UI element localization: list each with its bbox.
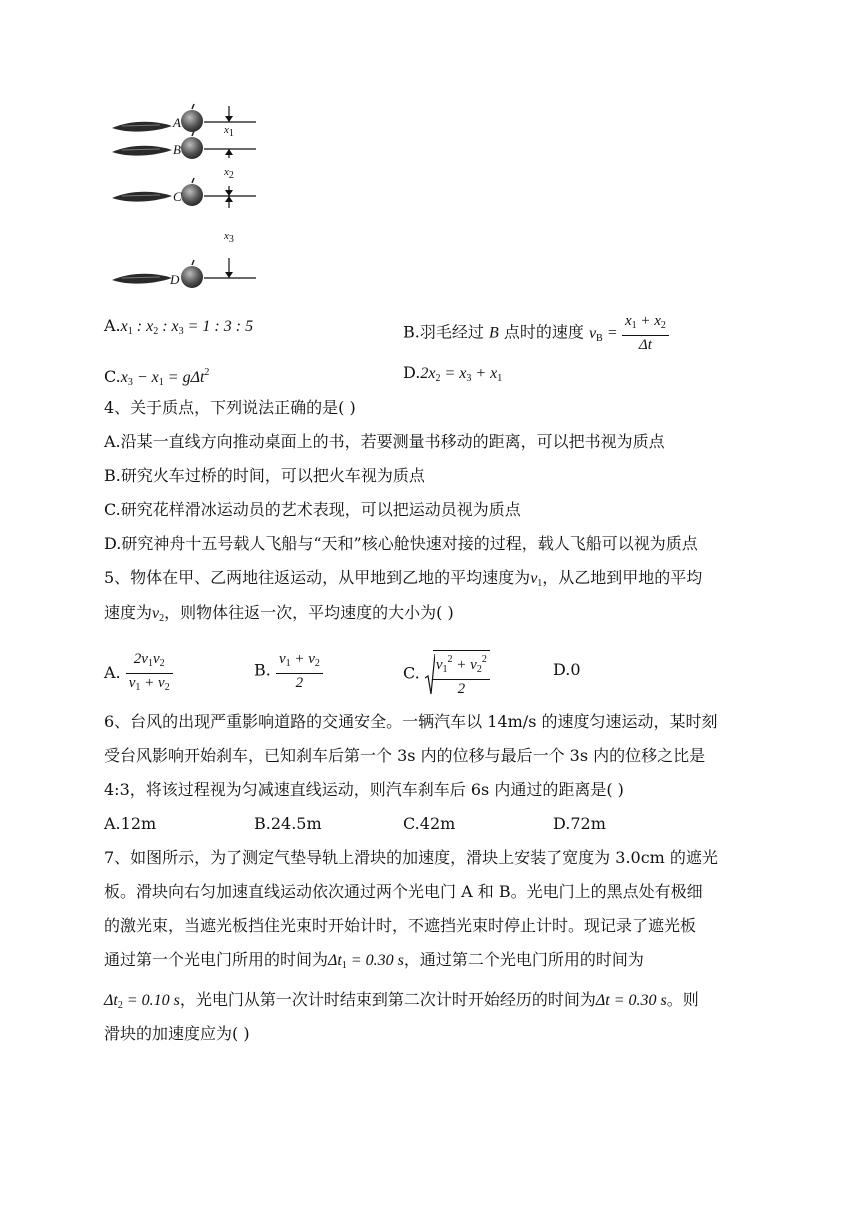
q3-option-c[interactable]: $C.x_3 - x_1 = g\Delta t^2$ [104,367,210,388]
label-a: A [173,115,181,130]
label-x2: $x_2$ [224,166,234,181]
feather-a [112,122,172,132]
q5-option-d[interactable]: D.0 [553,660,581,679]
q7-stem-line2: 板。滑块向右匀加速直线运动依次通过两个光电门 A 和 B。光电门上的黑点处有极细 [104,882,703,901]
q4-option-a[interactable]: A.沿某一直线方向推动桌面上的书，若要测量书移动的距离，可以把书视为质点 [104,432,665,451]
q3-option-b[interactable]: B.羽毛经过 B 点时的速度 $v_B$ = $\frac{x_1 + x_2}{\Delta t}$ [403,312,669,354]
q6-stem-line2: 受台风影响开始刹车，已知刹车后第一个 3s 内的位移与最后一个 3s 内的位移之比是 [104,746,706,765]
apple-c [181,184,203,206]
q4-option-d[interactable]: D.研究神舟十五号载人飞船与“天和”核心舱快速对接的过程，载人飞船可以视为质点 [104,534,698,553]
q6-option-d[interactable]: D.72m [553,814,606,833]
free-fall-figure [100,96,270,296]
q5-stem-line2: 速度为$v_2$，则物体往返一次，平均速度的大小为( ) [104,603,454,624]
q3-option-c-expr: $x_3 - x_1 = g\Delta t^2$ [120,367,210,388]
label-c: C [173,189,182,204]
label-d: D [170,272,180,287]
q6-stem-line1: 6、台风的出现严重影响道路的交通安全。一辆汽车以 14m/s 的速度匀速运动，某时刻 [104,712,718,731]
q3-option-a[interactable]: $A.x_1$ : $x_2$ : $x_3 = 1$ : 3 : 5 [104,316,254,337]
feather-b [112,146,172,156]
q7-stem-line3: 的激光束，当遮光板挡住光束时开始计时，不遮挡光束时停止计时。现记录了遮光板 [104,916,697,935]
q6-option-c[interactable]: C.42m [403,814,456,833]
q7-stem-line5: $\Delta t_2 = 0.10$ s，光电门从第一次计时结束到第二次计时开始经历的时间为Δt = 0.30 s。则 [104,990,699,1011]
label-x3: $x_3$ [224,230,234,245]
q3-option-a-expr: $x_1$ : $x_2$ : $x_3 = 1$ : 3 : 5 [120,318,254,337]
feather-c [112,192,172,202]
apple-a [181,110,203,132]
label-x1: $x_1$ [224,124,234,139]
q7-stem-line4: 通过第一个光电门所用的时间为$\Delta t_1 = 0.30$ s，通过第二个光电门所用的时间为 [104,950,644,971]
q3-option-d[interactable]: $D.2x_2 = x_3 + x_1$ [403,363,503,384]
q5-stem-line1: 5、物体在甲、乙两地往返运动，从甲地到乙地的平均速度为$v_1$，从乙地到甲地的平均 [104,568,703,589]
q7-stem-line6: 滑块的加速度应为( ) [104,1024,250,1043]
q6-option-a[interactable]: A.12m [104,814,157,833]
q7-stem-line1: 7、如图所示，为了测定气垫导轨上滑块的加速度，滑块上安装了宽度为 3.0cm 的遮光 [104,848,718,867]
q4-option-b[interactable]: B.研究火车过桥的时间，可以把火车视为质点 [104,466,425,485]
feather-d [112,274,172,284]
apple-b [181,137,203,159]
q3-option-d-expr: $2x_2 = x_3 + x_1$ [420,365,503,384]
q6-stem-line3: 4:3，将该过程视为匀减速直线运动，则汽车刹车后 6s 内通过的距离是( ) [104,780,624,799]
q4-stem: 4、关于质点，下列说法正确的是( ) [104,398,356,417]
q4-option-c[interactable]: C.研究花样滑冰运动员的艺术表现，可以把运动员视为质点 [104,500,521,519]
apple-d [181,266,203,288]
q5-option-a[interactable]: A. $\frac{2v_1v_2}{v_1 + v_2}$ [104,650,173,697]
q5-option-b[interactable]: B. $\frac{v_1 + v_2}{2}$ [254,650,323,692]
free-fall-diagram [100,96,270,296]
q5-option-c[interactable]: C. $\frac{v_1^2 + v_2^2}{2}$ [403,650,490,698]
q6-option-b[interactable]: B.24.5m [254,814,322,833]
q3-option-b-expr: $v_B$ [588,324,603,344]
label-b: B [173,142,181,157]
